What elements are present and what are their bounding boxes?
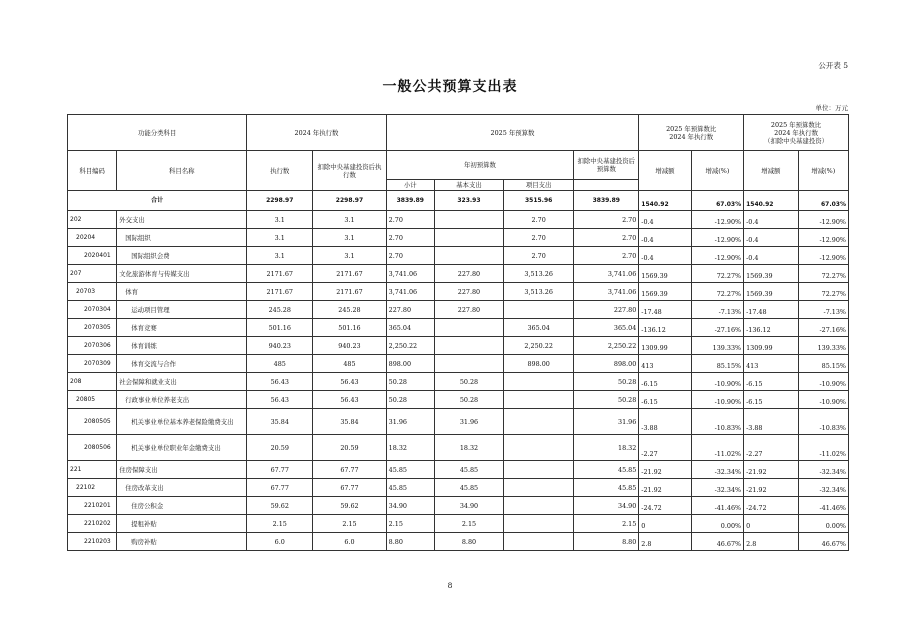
cell-code: 2210201 xyxy=(68,497,117,515)
cell-name: 提租补贴 xyxy=(117,515,247,533)
cell-name: 体育 xyxy=(117,283,247,301)
cell-value xyxy=(504,301,574,319)
cell-value: -12.90% xyxy=(691,211,743,229)
cell-value xyxy=(504,515,574,533)
cell-name: 住房保障支出 xyxy=(117,461,247,479)
cell-value: -10.90% xyxy=(798,373,848,391)
cell-value: 18.32 xyxy=(434,435,503,461)
cell-value: -12.90% xyxy=(798,229,848,247)
cell-value: 485 xyxy=(313,355,386,373)
cell-value: 2.15 xyxy=(574,515,639,533)
table-row xyxy=(68,211,849,229)
cell-value: 45.85 xyxy=(434,479,503,497)
cell-value: -12.90% xyxy=(691,247,743,265)
cell-name: 体育交流与合作 xyxy=(117,355,247,373)
cell-value: 56.43 xyxy=(247,391,313,409)
cell-name: 体育竞赛 xyxy=(117,319,247,337)
cell-value: 245.28 xyxy=(247,301,313,319)
table-row xyxy=(68,355,849,373)
cell-value: 67.77 xyxy=(247,479,313,497)
cell-code: 2080505 xyxy=(68,409,117,435)
cell-value: 365.04 xyxy=(386,319,434,337)
cell-value: -32.34% xyxy=(798,479,848,497)
cell-value: 50.28 xyxy=(386,373,434,391)
cell-code: 2070306 xyxy=(68,337,117,355)
cell-value: -10.90% xyxy=(798,391,848,409)
cell-value: -10.83% xyxy=(691,409,743,435)
cell-value xyxy=(434,247,503,265)
cell-value xyxy=(434,229,503,247)
cell-value: 34.90 xyxy=(386,497,434,515)
table-number-label: 公开表 5 xyxy=(818,61,848,70)
cell-value: 2171.67 xyxy=(313,283,386,301)
cell-value: 501.16 xyxy=(313,319,386,337)
cell-value: 18.32 xyxy=(386,435,434,461)
cell-value: 2.70 xyxy=(504,229,574,247)
cell-value: 31.96 xyxy=(434,409,503,435)
header-budget-ex: 扣除中央基建投资后预算数 xyxy=(574,151,639,180)
cell-value: 85.15% xyxy=(691,355,743,373)
header-subtotal: 小计 xyxy=(386,180,434,191)
cell-value: 59.62 xyxy=(247,497,313,515)
cell-value: 72.27% xyxy=(798,265,848,283)
cell-value: 56.43 xyxy=(313,391,386,409)
cell-value: -17.48 xyxy=(744,301,799,319)
cell-value: 2,250.22 xyxy=(574,337,639,355)
cell-value: 67.77 xyxy=(313,461,386,479)
cell-value: 1309.99 xyxy=(744,337,799,355)
cell-value: 139.33% xyxy=(798,337,848,355)
cell-value: 2171.67 xyxy=(247,283,313,301)
page-number: 8 xyxy=(447,581,453,590)
cell-value: 1569.39 xyxy=(744,265,799,283)
table-row xyxy=(68,497,849,515)
table-row xyxy=(68,533,849,551)
cell-value: 8.80 xyxy=(574,533,639,551)
cell-value: 365.04 xyxy=(504,319,574,337)
cell-value: -0.4 xyxy=(744,229,799,247)
cell-value xyxy=(504,435,574,461)
cell-value: 2,250.22 xyxy=(386,337,434,355)
cell-value: -41.46% xyxy=(691,497,743,515)
cell-value: 45.85 xyxy=(386,461,434,479)
total-cell: 323.93 xyxy=(434,191,503,211)
cell-name: 机关事业单位基本养老保险缴费支出 xyxy=(117,409,247,435)
cell-value: 501.16 xyxy=(247,319,313,337)
cell-value: -0.4 xyxy=(744,211,799,229)
cell-value: 227.80 xyxy=(386,301,434,319)
cell-code: 22102 xyxy=(68,479,117,497)
cell-value: 0 xyxy=(744,515,799,533)
cell-value: 3.1 xyxy=(247,247,313,265)
table-row xyxy=(68,479,849,497)
cell-value: 67.77 xyxy=(247,461,313,479)
total-cell: 67.03% xyxy=(798,191,848,211)
cell-value: 2.8 xyxy=(744,533,799,551)
cell-code: 202 xyxy=(68,211,117,229)
cell-code: 20204 xyxy=(68,229,117,247)
cell-value: 139.33% xyxy=(691,337,743,355)
cell-value: -24.72 xyxy=(639,497,691,515)
cell-name: 行政事业单位养老支出 xyxy=(117,391,247,409)
cell-value: 2.15 xyxy=(386,515,434,533)
cell-value: 50.28 xyxy=(574,373,639,391)
cell-value: -27.16% xyxy=(691,319,743,337)
total-cell: 3515.96 xyxy=(504,191,574,211)
cell-value: -6.15 xyxy=(744,391,799,409)
cell-value: 45.85 xyxy=(574,461,639,479)
budget-expenditure-table xyxy=(67,114,849,551)
cell-value: 2,250.22 xyxy=(504,337,574,355)
cell-value: -0.4 xyxy=(744,247,799,265)
cell-value: -12.90% xyxy=(691,229,743,247)
cell-value: -32.34% xyxy=(798,461,848,479)
cell-value xyxy=(504,391,574,409)
cell-value: 2.70 xyxy=(386,229,434,247)
cell-value xyxy=(504,497,574,515)
cell-value: 1569.39 xyxy=(744,283,799,301)
cell-value: -136.12 xyxy=(744,319,799,337)
cell-value: 2.15 xyxy=(434,515,503,533)
cell-value: -6.15 xyxy=(744,373,799,391)
cell-value: 3.1 xyxy=(313,229,386,247)
cell-value xyxy=(434,355,503,373)
table-row xyxy=(68,247,849,265)
header-exec: 执行数 xyxy=(247,151,313,191)
cell-value: 18.32 xyxy=(574,435,639,461)
cell-value xyxy=(504,409,574,435)
cell-code: 2070304 xyxy=(68,301,117,319)
cell-value: -32.34% xyxy=(691,461,743,479)
cell-code: 2070305 xyxy=(68,319,117,337)
cell-value: -32.34% xyxy=(691,479,743,497)
table-row-total xyxy=(68,191,849,211)
table-row xyxy=(68,373,849,391)
cell-value: 72.27% xyxy=(691,283,743,301)
cell-value: 227.80 xyxy=(434,265,503,283)
cell-value: -27.16% xyxy=(798,319,848,337)
cell-value: -11.02% xyxy=(798,435,848,461)
cell-value: -136.12 xyxy=(639,319,691,337)
cell-value: 50.28 xyxy=(386,391,434,409)
cell-code: 207 xyxy=(68,265,117,283)
total-cell: 1540.92 xyxy=(639,191,691,211)
cell-value: 3.1 xyxy=(247,229,313,247)
header-project: 项目支出 xyxy=(504,180,574,191)
cell-value: -2.27 xyxy=(744,435,799,461)
cell-name: 外交支出 xyxy=(117,211,247,229)
cell-value: -6.15 xyxy=(639,373,691,391)
header-budget-2025: 2025 年预算数 xyxy=(386,115,639,151)
cell-value: -0.4 xyxy=(639,211,691,229)
cell-value: 3,741.06 xyxy=(574,265,639,283)
cell-value: -2.27 xyxy=(639,435,691,461)
cell-value: 2.70 xyxy=(504,211,574,229)
cell-value: -21.92 xyxy=(639,479,691,497)
cell-value xyxy=(504,461,574,479)
cell-code: 2070309 xyxy=(68,355,117,373)
unit-label: 单位：万元 xyxy=(815,104,848,112)
cell-value: 67.77 xyxy=(313,479,386,497)
cell-name: 运动项目管理 xyxy=(117,301,247,319)
cell-value: 45.85 xyxy=(434,461,503,479)
cell-value: 2.70 xyxy=(574,229,639,247)
cell-value: 3.1 xyxy=(247,211,313,229)
cell-code: 2210203 xyxy=(68,533,117,551)
cell-value: 35.84 xyxy=(313,409,386,435)
cell-value xyxy=(504,373,574,391)
cell-value: 3.1 xyxy=(313,247,386,265)
cell-value: -12.90% xyxy=(798,211,848,229)
cell-value: 2.70 xyxy=(574,211,639,229)
cell-value: -21.92 xyxy=(744,461,799,479)
cell-value: 31.96 xyxy=(386,409,434,435)
cell-value: 20.59 xyxy=(247,435,313,461)
cell-name: 住房改革支出 xyxy=(117,479,247,497)
cell-value: 2171.67 xyxy=(313,265,386,283)
cell-value: 34.90 xyxy=(574,497,639,515)
cell-value: 227.80 xyxy=(434,301,503,319)
header-initial-budget: 年初预算数 xyxy=(386,151,574,180)
cell-value: -10.90% xyxy=(691,373,743,391)
cell-value: 3,513.26 xyxy=(504,265,574,283)
header-exec-ex: 扣除中央基建投资后执行数 xyxy=(313,151,386,191)
cell-value: 245.28 xyxy=(313,301,386,319)
cell-value: -21.92 xyxy=(639,461,691,479)
table-row xyxy=(68,461,849,479)
cell-value: 56.43 xyxy=(247,373,313,391)
cell-value: 6.0 xyxy=(313,533,386,551)
total-cell: 3839.89 xyxy=(574,191,639,211)
cell-value: 2.15 xyxy=(247,515,313,533)
header-change-amt: 增减额 xyxy=(639,151,691,191)
table-row xyxy=(68,337,849,355)
cell-value: 413 xyxy=(744,355,799,373)
cell-value: -17.48 xyxy=(639,301,691,319)
cell-value: 3,741.06 xyxy=(386,283,434,301)
cell-name: 体育训练 xyxy=(117,337,247,355)
cell-value: 59.62 xyxy=(313,497,386,515)
cell-value: -10.90% xyxy=(691,391,743,409)
cell-value: 898.00 xyxy=(386,355,434,373)
total-cell: 3839.89 xyxy=(386,191,434,211)
cell-value: 1309.99 xyxy=(639,337,691,355)
header-change-pct: 增减(%) xyxy=(691,151,743,191)
cell-value: -7.13% xyxy=(691,301,743,319)
cell-value: 2.70 xyxy=(386,211,434,229)
header-func-category: 功能分类科目 xyxy=(68,115,247,151)
cell-value: 31.96 xyxy=(574,409,639,435)
cell-value xyxy=(504,533,574,551)
cell-value: 2171.67 xyxy=(247,265,313,283)
header-code: 科目编码 xyxy=(68,151,117,191)
cell-value: 46.67% xyxy=(691,533,743,551)
cell-value: 3,741.06 xyxy=(386,265,434,283)
header-compare-exec-ex: 2025 年预算数比 2024 年执行数 （扣除中央基建投资） xyxy=(744,115,849,151)
cell-value: 413 xyxy=(639,355,691,373)
header-basic: 基本支出 xyxy=(434,180,503,191)
cell-value: 365.04 xyxy=(574,319,639,337)
cell-value: -11.02% xyxy=(691,435,743,461)
cell-value: 898.00 xyxy=(574,355,639,373)
total-cell: 2298.97 xyxy=(313,191,386,211)
table-row xyxy=(68,229,849,247)
total-label: 合计 xyxy=(68,191,247,211)
cell-value: 0.00% xyxy=(798,515,848,533)
cell-value: 227.80 xyxy=(574,301,639,319)
cell-value: -3.88 xyxy=(744,409,799,435)
cell-value: -41.46% xyxy=(798,497,848,515)
cell-value xyxy=(504,479,574,497)
cell-value xyxy=(434,319,503,337)
cell-name: 住房公积金 xyxy=(117,497,247,515)
cell-value: 898.00 xyxy=(504,355,574,373)
cell-value: 56.43 xyxy=(313,373,386,391)
cell-value: 2.70 xyxy=(386,247,434,265)
cell-name: 国际组织会费 xyxy=(117,247,247,265)
cell-value: 20.59 xyxy=(313,435,386,461)
cell-value: -3.88 xyxy=(639,409,691,435)
cell-name: 国际组织 xyxy=(117,229,247,247)
total-cell: 1540.92 xyxy=(744,191,799,211)
table-row xyxy=(68,301,849,319)
cell-value: 6.0 xyxy=(247,533,313,551)
cell-value: 3.1 xyxy=(313,211,386,229)
cell-value: 85.15% xyxy=(798,355,848,373)
cell-value: -0.4 xyxy=(639,247,691,265)
cell-value: 35.84 xyxy=(247,409,313,435)
cell-code: 2020401 xyxy=(68,247,117,265)
header-compare-exec: 2025 年预算数比 2024 年执行数 xyxy=(639,115,744,151)
cell-value: 34.90 xyxy=(434,497,503,515)
table-row xyxy=(68,283,849,301)
total-cell: 2298.97 xyxy=(247,191,313,211)
cell-value: 45.85 xyxy=(574,479,639,497)
cell-value: 2.8 xyxy=(639,533,691,551)
cell-value: 3,513.26 xyxy=(504,283,574,301)
table-row xyxy=(68,515,849,533)
cell-code: 20703 xyxy=(68,283,117,301)
cell-value: 8.80 xyxy=(386,533,434,551)
header-change-amt-2: 增减额 xyxy=(744,151,799,191)
cell-value: 0 xyxy=(639,515,691,533)
cell-value: 940.23 xyxy=(313,337,386,355)
header-exec-2024: 2024 年执行数 xyxy=(247,115,386,151)
header-change-pct-2: 增减(%) xyxy=(798,151,848,191)
cell-value: 72.27% xyxy=(798,283,848,301)
cell-value: -21.92 xyxy=(744,479,799,497)
cell-value: 50.28 xyxy=(574,391,639,409)
cell-value: -24.72 xyxy=(744,497,799,515)
cell-value: -10.83% xyxy=(798,409,848,435)
cell-name: 文化旅游体育与传媒支出 xyxy=(117,265,247,283)
cell-value: 1569.39 xyxy=(639,265,691,283)
cell-value xyxy=(434,211,503,229)
header-budget-ex-blank xyxy=(574,180,639,191)
table-row xyxy=(68,319,849,337)
cell-value: 46.67% xyxy=(798,533,848,551)
page-title: 一般公共预算支出表 xyxy=(382,79,518,95)
cell-name: 社会保障和就业支出 xyxy=(117,373,247,391)
cell-code: 20805 xyxy=(68,391,117,409)
cell-value: 2.70 xyxy=(504,247,574,265)
cell-value: 8.80 xyxy=(434,533,503,551)
header-name: 科目名称 xyxy=(117,151,247,191)
cell-name: 机关事业单位职业年金缴费支出 xyxy=(117,435,247,461)
cell-value: 227.80 xyxy=(434,283,503,301)
cell-value: 485 xyxy=(247,355,313,373)
cell-code: 2210202 xyxy=(68,515,117,533)
table-row xyxy=(68,391,849,409)
cell-value: 1569.39 xyxy=(639,283,691,301)
cell-value: 940.23 xyxy=(247,337,313,355)
total-cell: 67.03% xyxy=(691,191,743,211)
cell-value: 72.27% xyxy=(691,265,743,283)
cell-value: -6.15 xyxy=(639,391,691,409)
cell-value: 0.00% xyxy=(691,515,743,533)
cell-value: 50.28 xyxy=(434,391,503,409)
cell-value: 3,741.06 xyxy=(574,283,639,301)
cell-value: -7.13% xyxy=(798,301,848,319)
cell-code: 2080506 xyxy=(68,435,117,461)
cell-name: 购房补贴 xyxy=(117,533,247,551)
cell-code: 208 xyxy=(68,373,117,391)
cell-value: -0.4 xyxy=(639,229,691,247)
cell-value: -12.90% xyxy=(798,247,848,265)
table-row xyxy=(68,435,849,461)
cell-value: 45.85 xyxy=(386,479,434,497)
table-row xyxy=(68,409,849,435)
cell-value: 2.15 xyxy=(313,515,386,533)
cell-value: 2.70 xyxy=(574,247,639,265)
table-row xyxy=(68,265,849,283)
cell-value: 50.28 xyxy=(434,373,503,391)
cell-code: 221 xyxy=(68,461,117,479)
cell-value xyxy=(434,337,503,355)
